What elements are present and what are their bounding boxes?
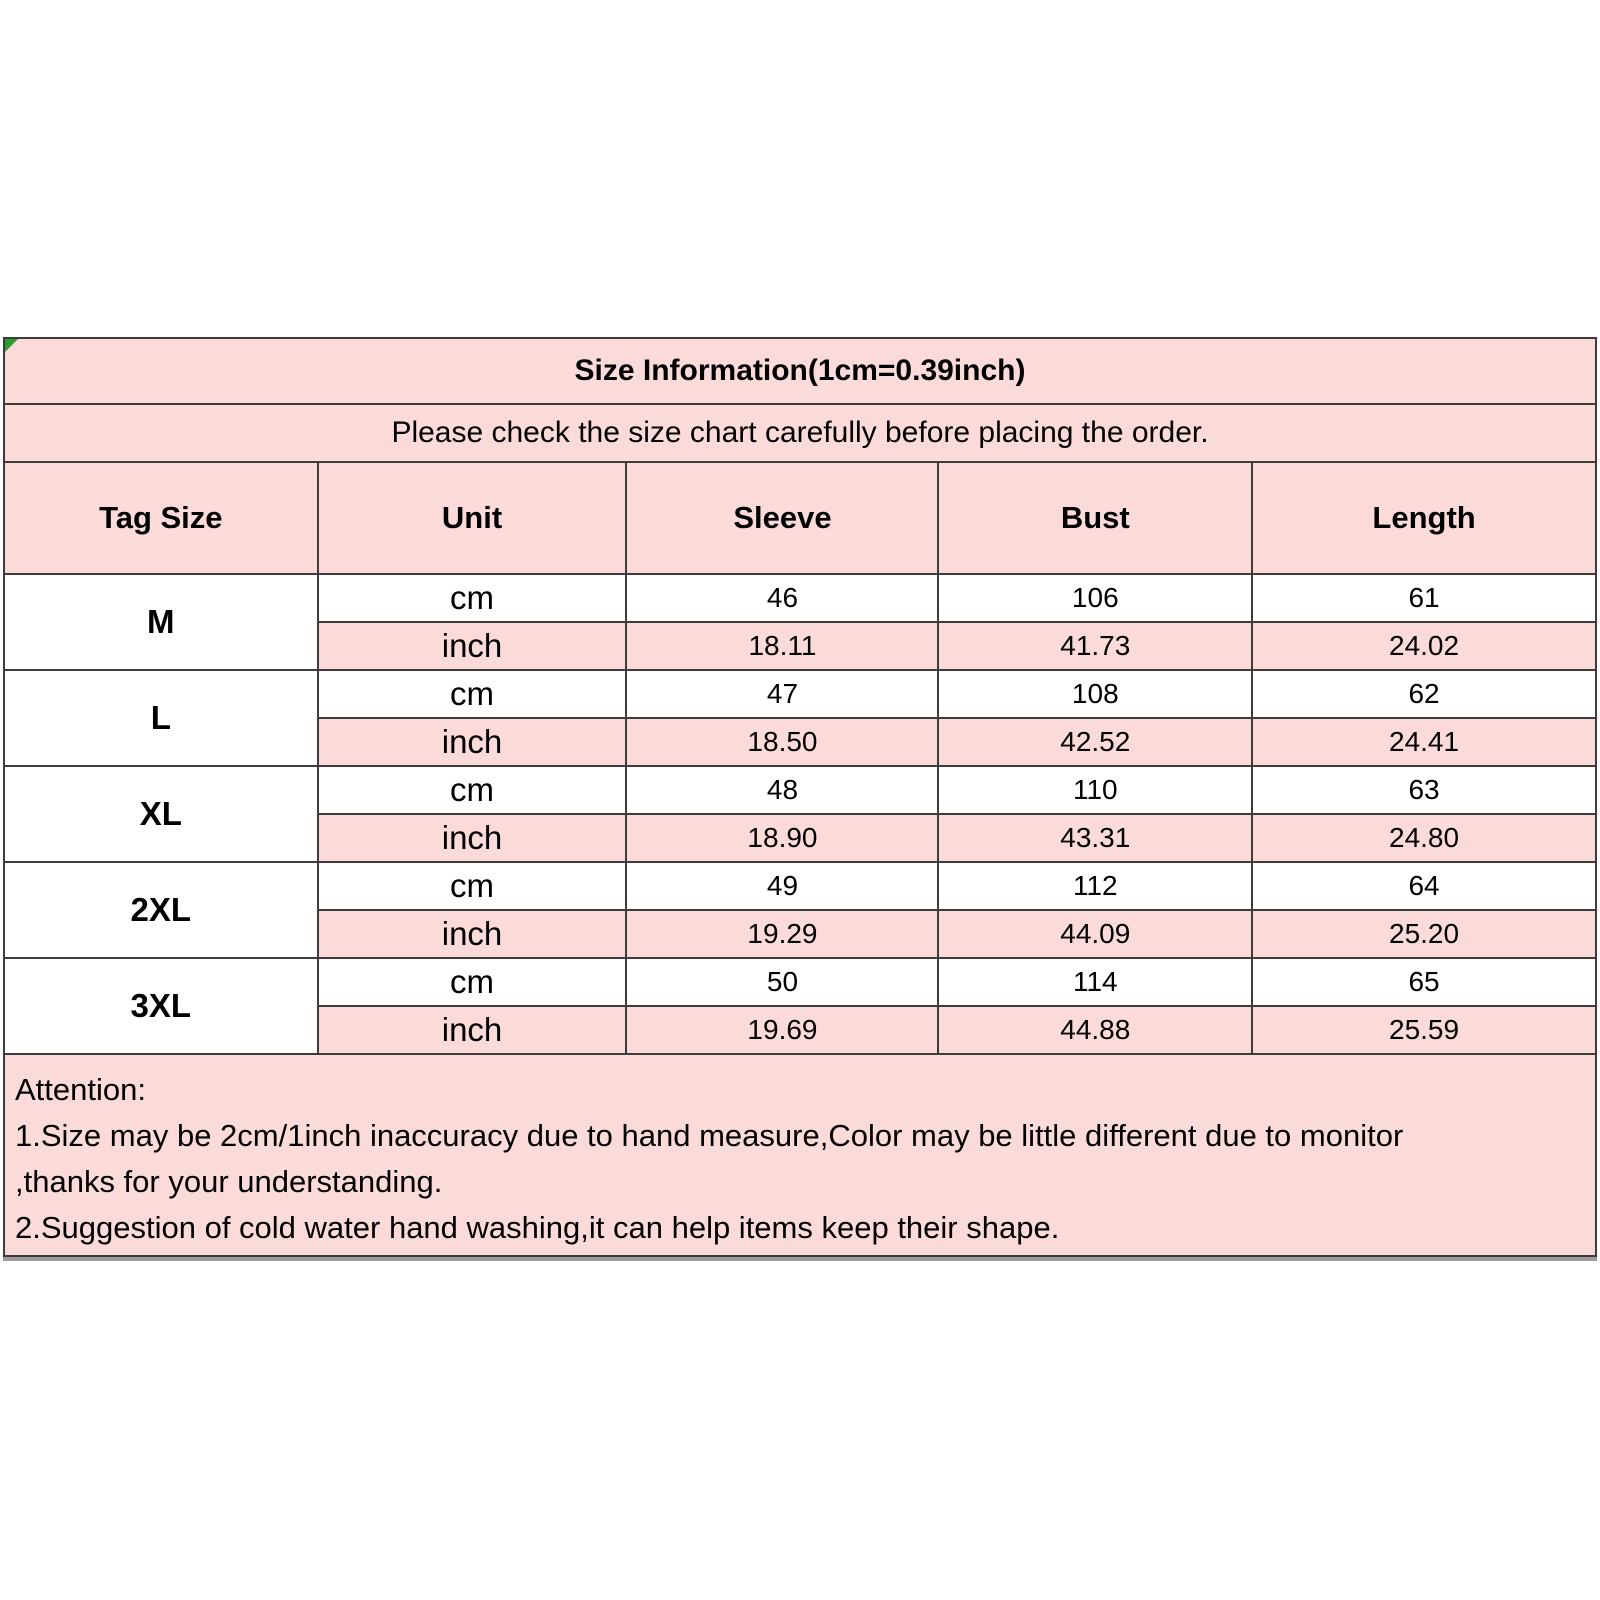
attention-line: ,thanks for your understanding. bbox=[15, 1164, 443, 1199]
length-value-cell: 62 bbox=[1252, 670, 1596, 718]
length-value-cell: 64 bbox=[1252, 862, 1596, 910]
bust-value-cell: 44.09 bbox=[938, 910, 1252, 958]
size-row-2xl-cm bbox=[4, 862, 1596, 910]
length-value-cell: 61 bbox=[1252, 574, 1596, 622]
size-row-3xl-cm bbox=[4, 958, 1596, 1006]
unit-cell: inch bbox=[318, 622, 627, 670]
column-header-unit: Unit bbox=[318, 462, 627, 574]
length-value-cell: 24.02 bbox=[1252, 622, 1596, 670]
unit-cell: cm bbox=[318, 574, 627, 622]
tag-size-cell: XL bbox=[4, 766, 318, 862]
attention-heading: Attention: bbox=[15, 1072, 146, 1107]
length-value-cell: 24.80 bbox=[1252, 814, 1596, 862]
attention-line: 1.Size may be 2cm/1inch inaccuracy due to hand measure,Color may be little different due to monitor bbox=[15, 1118, 1404, 1153]
unit-cell: inch bbox=[318, 814, 627, 862]
unit-cell: inch bbox=[318, 718, 627, 766]
tag-size-cell: L bbox=[4, 670, 318, 766]
column-header-sleeve: Sleeve bbox=[626, 462, 938, 574]
tag-size-cell: M bbox=[4, 574, 318, 670]
bust-value-cell: 41.73 bbox=[938, 622, 1252, 670]
attention-note bbox=[3, 1055, 1597, 1257]
size-row-m-cm bbox=[4, 574, 1596, 622]
column-header-row bbox=[4, 462, 1596, 574]
sleeve-value-cell: 19.69 bbox=[626, 1006, 938, 1054]
size-row-l-cm bbox=[4, 670, 1596, 718]
table-title: Size Information(1cm=0.39inch) bbox=[4, 338, 1596, 404]
sleeve-value-cell: 48 bbox=[626, 766, 938, 814]
unit-cell: inch bbox=[318, 1006, 627, 1054]
bust-value-cell: 108 bbox=[938, 670, 1252, 718]
length-value-cell: 24.41 bbox=[1252, 718, 1596, 766]
size-chart-sheet bbox=[3, 337, 1597, 1261]
unit-cell: inch bbox=[318, 910, 627, 958]
sheet-corner-marker-icon bbox=[5, 339, 18, 352]
bust-value-cell: 42.52 bbox=[938, 718, 1252, 766]
sleeve-value-cell: 46 bbox=[626, 574, 938, 622]
column-header-bust: Bust bbox=[938, 462, 1252, 574]
sleeve-value-cell: 50 bbox=[626, 958, 938, 1006]
length-value-cell: 65 bbox=[1252, 958, 1596, 1006]
sleeve-value-cell: 18.11 bbox=[626, 622, 938, 670]
size-table bbox=[3, 337, 1597, 1055]
bust-value-cell: 112 bbox=[938, 862, 1252, 910]
bust-value-cell: 43.31 bbox=[938, 814, 1252, 862]
sleeve-value-cell: 18.90 bbox=[626, 814, 938, 862]
column-header-tag-size: Tag Size bbox=[4, 462, 318, 574]
sleeve-value-cell: 18.50 bbox=[626, 718, 938, 766]
bust-value-cell: 106 bbox=[938, 574, 1252, 622]
size-row-xl-cm bbox=[4, 766, 1596, 814]
length-value-cell: 25.20 bbox=[1252, 910, 1596, 958]
length-value-cell: 25.59 bbox=[1252, 1006, 1596, 1054]
sleeve-value-cell: 19.29 bbox=[626, 910, 938, 958]
tag-size-cell: 2XL bbox=[4, 862, 318, 958]
column-header-length: Length bbox=[1252, 462, 1596, 574]
tag-size-cell: 3XL bbox=[4, 958, 318, 1054]
title-row bbox=[4, 338, 1596, 404]
unit-cell: cm bbox=[318, 958, 627, 1006]
sleeve-value-cell: 49 bbox=[626, 862, 938, 910]
bust-value-cell: 114 bbox=[938, 958, 1252, 1006]
subtitle-row bbox=[4, 404, 1596, 462]
attention-line: 2.Suggestion of cold water hand washing,it can help items keep their shape. bbox=[15, 1210, 1060, 1245]
unit-cell: cm bbox=[318, 862, 627, 910]
sleeve-value-cell: 47 bbox=[626, 670, 938, 718]
bust-value-cell: 44.88 bbox=[938, 1006, 1252, 1054]
length-value-cell: 63 bbox=[1252, 766, 1596, 814]
table-subtitle: Please check the size chart carefully before placing the order. bbox=[4, 404, 1596, 462]
bust-value-cell: 110 bbox=[938, 766, 1252, 814]
unit-cell: cm bbox=[318, 766, 627, 814]
table-bottom-shadow bbox=[3, 1257, 1597, 1261]
unit-cell: cm bbox=[318, 670, 627, 718]
